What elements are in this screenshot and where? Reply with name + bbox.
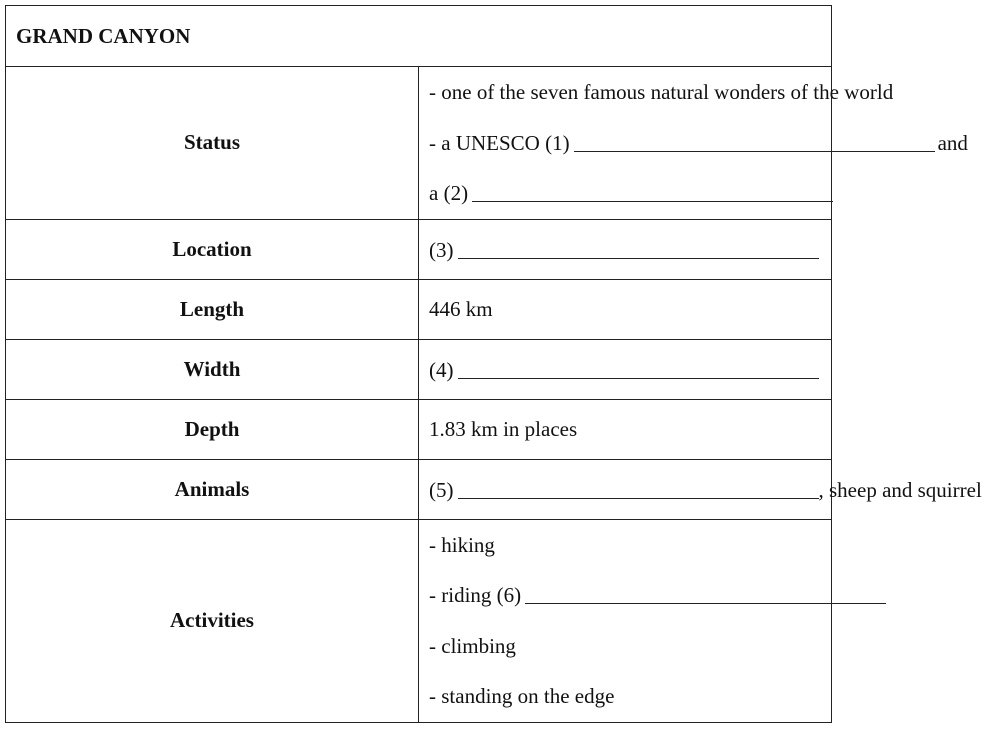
depth-label: Depth [6, 399, 419, 459]
width-row [6, 339, 832, 399]
activities-content [419, 519, 832, 722]
blank-6[interactable] [525, 585, 886, 604]
blank-3[interactable] [458, 240, 819, 259]
depth-row [6, 399, 832, 459]
status-content [419, 67, 968, 220]
table-title: GRAND CANYON [6, 6, 832, 67]
title-row [6, 6, 832, 67]
location-row [6, 219, 832, 279]
activities-line-3: - climbing [429, 633, 516, 658]
status-label: Status [6, 67, 419, 220]
length-row [6, 279, 832, 339]
activities-line-1: - hiking [429, 532, 495, 557]
blank-1[interactable] [574, 133, 935, 152]
blank-4[interactable] [458, 360, 819, 379]
status-row [6, 67, 832, 220]
activities-label: Activities [6, 519, 419, 722]
width-label: Width [6, 339, 419, 399]
activities-line-2-prefix: - riding (6) [429, 583, 522, 607]
activities-line-2 [429, 570, 831, 621]
location-prefix: (3) [429, 237, 454, 262]
width-content [419, 339, 832, 399]
blank-2[interactable] [472, 183, 833, 202]
animals-prefix: (5) [429, 477, 454, 502]
animals-content [419, 459, 982, 519]
activities-line-4: - standing on the edge [429, 684, 615, 708]
activities-row [6, 519, 832, 722]
location-content [419, 219, 832, 279]
blank-5[interactable] [458, 480, 819, 499]
status-line-1: - one of the seven famous natural wonders of the world [429, 80, 894, 104]
animals-suffix: , sheep and squirrel [818, 477, 982, 502]
status-line-2-suffix: and [937, 130, 968, 155]
length-value: 446 km [419, 279, 832, 339]
width-prefix: (4) [429, 357, 454, 382]
length-label: Length [6, 279, 419, 339]
depth-value: 1.83 km in places [419, 399, 832, 459]
animals-row [6, 459, 832, 519]
status-line-3-prefix: a (2) [429, 181, 469, 205]
grand-canyon-table [5, 5, 982, 723]
status-line-2-prefix: - a UNESCO (1) [429, 130, 570, 155]
location-label: Location [6, 219, 419, 279]
animals-label: Animals [6, 459, 419, 519]
status-line-2 [429, 118, 968, 169]
status-line-3 [429, 168, 831, 219]
